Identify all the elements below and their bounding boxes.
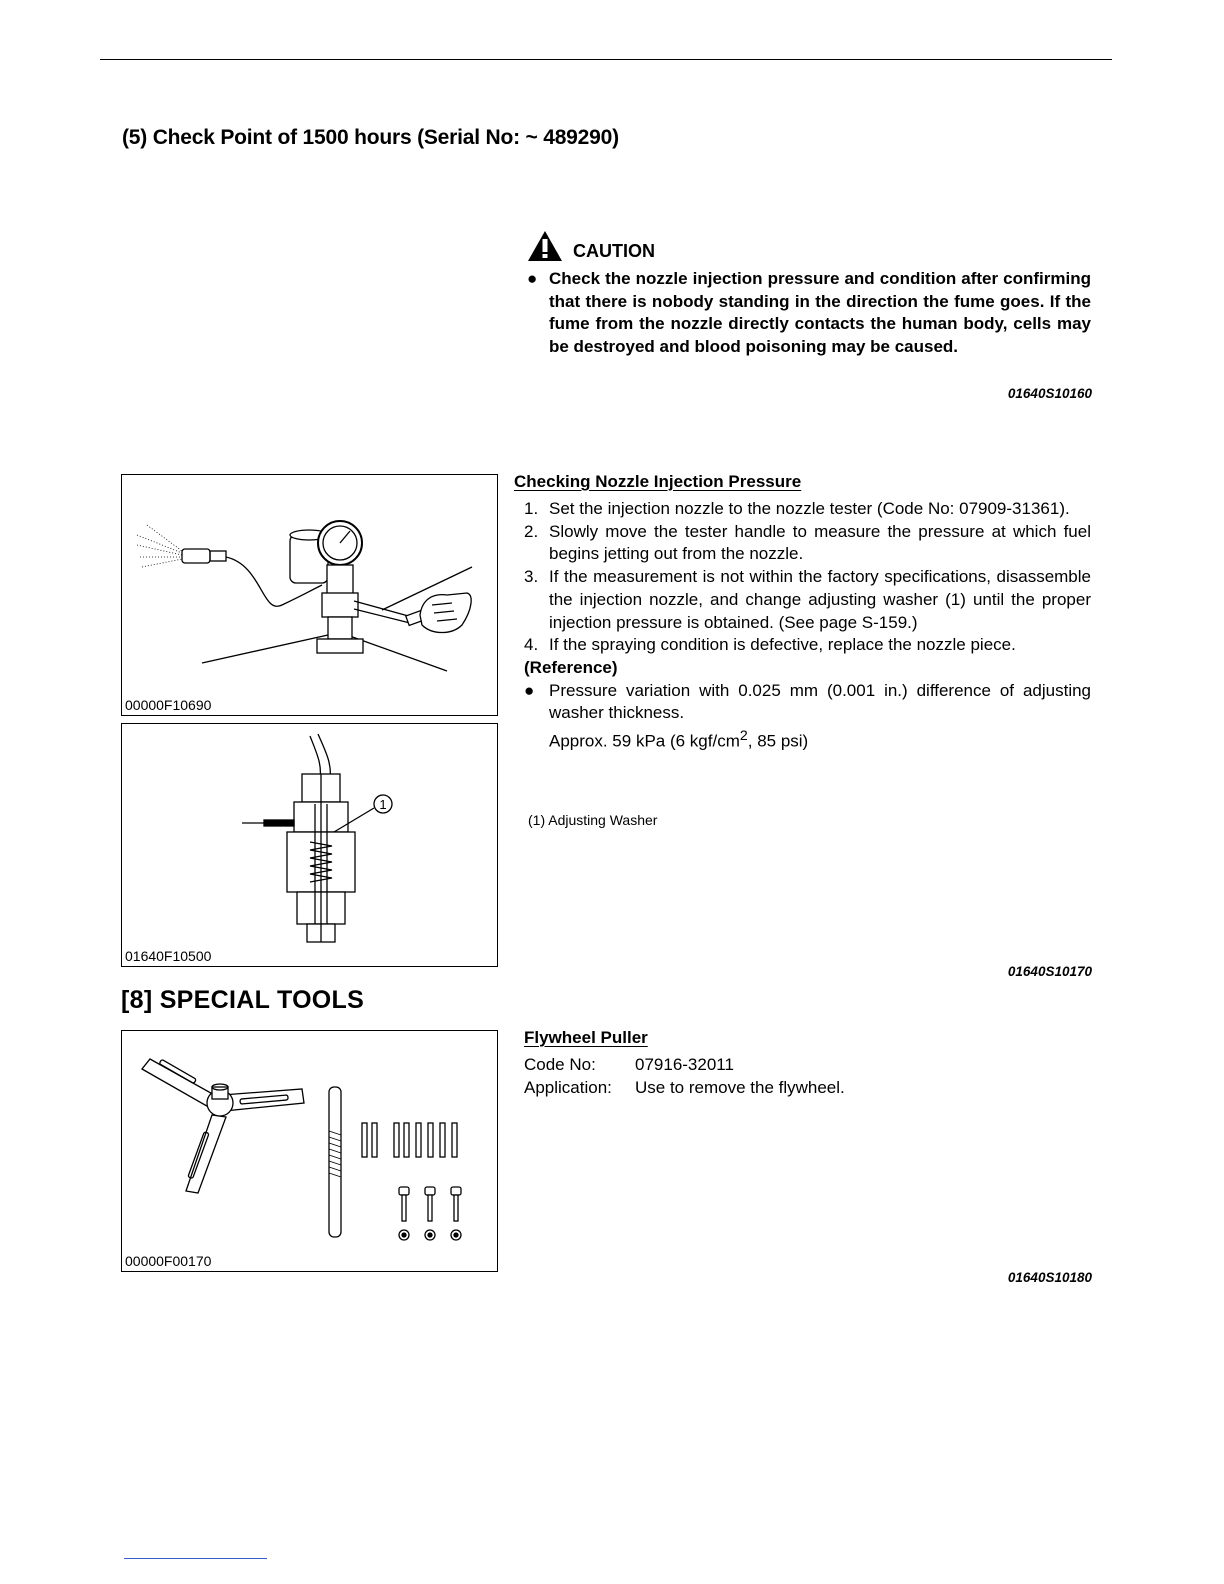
step-text: Set the injection nozzle to the nozzle tester (Code No: 07909-31361). — [549, 499, 1070, 518]
figure-label: 00000F10690 — [125, 697, 212, 713]
special-tools-title: [8] SPECIAL TOOLS — [121, 986, 365, 1014]
callout-number: 1 — [379, 797, 387, 812]
approx-prefix: Approx. 59 kPa (6 kgf/cm — [549, 731, 740, 751]
tool-info — [524, 1053, 845, 1099]
caution-bullet: Check the nozzle injection pressure and condition after confirming that there is nobody standing in the direction the fume goes. If the fume from the nozzle directly contacts the human body, cells may be destroyed and blood poisoning may be caused. — [549, 269, 1091, 356]
flywheel-puller-figure — [121, 1030, 498, 1272]
figure-legend: (1) Adjusting Washer — [528, 812, 658, 828]
step-number: 3. — [524, 567, 539, 587]
step-item — [524, 634, 1091, 657]
nozzle-cross-section-illustration — [122, 724, 496, 965]
code-row — [524, 1053, 845, 1076]
nozzle-pressure-heading: Checking Nozzle Injection Pressure — [514, 472, 802, 491]
step-item — [524, 566, 1091, 634]
step-text: Slowly move the tester handle to measure the pressure at which fuel begins jetting out from the nozzle. — [549, 521, 1091, 564]
top-rule — [100, 59, 1112, 60]
code-value: 07916-32011 — [635, 1055, 734, 1074]
step-text: If the spraying condition is defective, replace the nozzle piece. — [549, 635, 1016, 655]
step-text: If the measurement is not within the factory specifications, disassemble the injection nozzle, and change adjusting washer (1) until the proper injection pressure is obtained. (See page S-159.) — [549, 567, 1091, 632]
approx-suffix: , 85 psi) — [747, 731, 809, 751]
warning-triangle-icon — [527, 230, 563, 262]
nozzle-tester-figure — [121, 474, 498, 716]
application-label: Application: — [524, 1078, 612, 1097]
nozzle-tester-illustration — [122, 475, 496, 714]
caution-heading — [527, 228, 655, 262]
approx-value — [549, 725, 1091, 753]
bullet-icon: ● — [524, 680, 535, 700]
reference-body — [549, 680, 1091, 754]
step-number: 2. — [524, 521, 539, 541]
step-number: 1. — [524, 499, 539, 518]
caution-text — [527, 268, 1091, 358]
step-number: 4. — [524, 635, 539, 655]
code-label: Code No: — [524, 1055, 596, 1074]
figure-label: 00000F00170 — [125, 1253, 212, 1269]
reference-code: 01640S10170 — [1007, 964, 1092, 979]
bottom-rule — [124, 1558, 267, 1559]
step-item — [524, 521, 1091, 566]
injection-nozzle-figure — [121, 723, 498, 967]
procedure-steps — [524, 498, 1091, 753]
reference-heading: (Reference) — [524, 657, 618, 677]
reference-code: 01640S10180 — [1007, 1270, 1092, 1285]
bullet-icon: ● — [527, 269, 538, 288]
figure-label: 01640F10500 — [125, 948, 212, 964]
flywheel-puller-heading: Flywheel Puller — [524, 1028, 648, 1047]
flywheel-puller-illustration — [122, 1031, 496, 1270]
reference-code: 01640S10160 — [1007, 386, 1092, 401]
step-item — [524, 498, 1091, 521]
section-title: (5) Check Point of 1500 hours (Serial No: ~ 489290) — [122, 126, 619, 149]
reference-bullet: Pressure variation with 0.025 mm (0.001 in.) difference of adjusting washer thickness. — [549, 680, 1091, 723]
application-value: Use to remove the flywheel. — [635, 1078, 845, 1097]
approx-superscript: 2 — [739, 728, 748, 745]
application-row — [524, 1076, 845, 1099]
caution-label: CAUTION — [573, 241, 655, 261]
reference-bullet-row — [524, 680, 1091, 754]
